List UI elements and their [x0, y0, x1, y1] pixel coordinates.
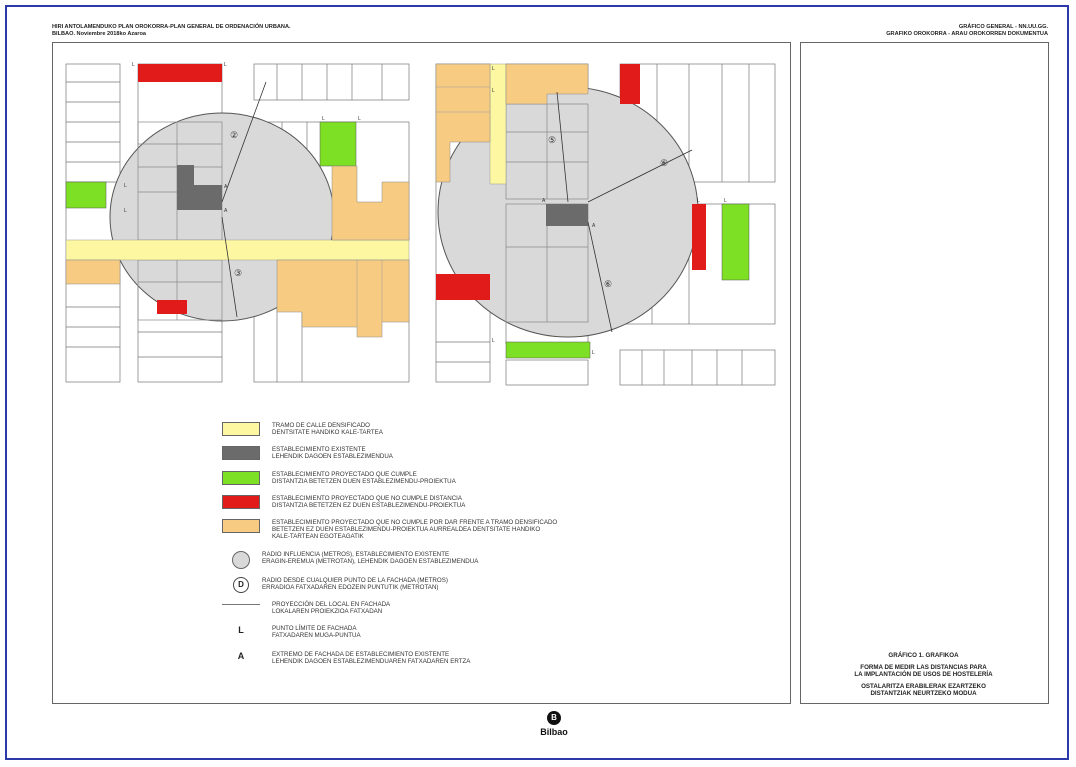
- legend-item: [222, 446, 393, 460]
- marker-A: A: [542, 198, 546, 204]
- marker-L: L: [358, 116, 361, 122]
- marker-L: L: [697, 198, 700, 204]
- legend-text: PUNTO LÍMITE DE FACHADA FATXADAREN MUGA-PUNTUA: [272, 625, 361, 639]
- legend-text: EXTREMO DE FACHADA DE ESTABLECIMIENTO EXISTENTE LEHENDIK DAGOEN ESTABLEZIMENDUAREN FATXADAREN ERTZA: [272, 651, 471, 665]
- orange-establishment: [66, 260, 120, 284]
- marker-L: L: [322, 116, 325, 122]
- header-doc-subtitle: GRAFIKO OROKORRA - ARAU OROKORREN DOKUMENTUA: [886, 30, 1048, 37]
- red-establishment: [157, 300, 187, 314]
- yellow-street-segment: [490, 64, 506, 184]
- bilbao-logo-text: Bilbao: [540, 727, 568, 737]
- yellow-street-segment: [66, 240, 409, 260]
- legend-item: [222, 577, 448, 593]
- red-establishment: [620, 64, 640, 104]
- orange-establishment: [277, 260, 409, 337]
- legend-text: RADIO DESDE CUALQUIER PUNTO DE LA FACHADA (METROS) ERRADIOA FATXADAREN EDOZEIN PUNTUTIK (METROTAN): [262, 577, 448, 591]
- radius-label: ⑥: [660, 158, 669, 168]
- marker-L: L: [492, 338, 495, 344]
- letter-L-swatch: L: [238, 625, 244, 635]
- legend-text: ESTABLECIMIENTO PROYECTADO QUE NO CUMPLE DISTANCIA DISTANTZIA BETETZEN EZ DUEN ESTABLEZIMENDU-PROIEKTUA: [272, 495, 466, 509]
- marker-L: L: [224, 62, 227, 68]
- green-establishment: [66, 182, 106, 208]
- green-establishment: [506, 342, 590, 358]
- radius-label: ⑤: [548, 135, 557, 145]
- graphic-number: GRÁFICO 1. GRAFIKOA: [888, 652, 959, 659]
- orange-swatch: [222, 519, 260, 533]
- header-doc-title: GRÁFICO GENERAL - NN.UU.GG.: [958, 24, 1048, 30]
- header-left: [52, 24, 291, 37]
- yellow-swatch: [222, 422, 260, 436]
- legend-item: [222, 551, 478, 569]
- block-outline: [620, 350, 775, 385]
- marker-L: L: [724, 198, 727, 204]
- radius-label: ②: [230, 130, 239, 140]
- letter-A-swatch: A: [237, 651, 245, 661]
- green-swatch: [222, 471, 260, 485]
- red-establishment: [692, 204, 706, 270]
- legend-text: ESTABLECIMIENTO PROYECTADO QUE CUMPLE DISTANTZIA BETETZEN DUEN ESTABLEZIMENDU-PROIEKTUA: [272, 471, 456, 485]
- block-outline: [506, 360, 588, 385]
- marker-L: L: [124, 208, 127, 214]
- legend-item: [222, 471, 456, 485]
- green-establishment: [722, 204, 749, 280]
- legend-item: [222, 519, 557, 540]
- marker-L: L: [132, 62, 135, 68]
- marker-L: L: [492, 66, 495, 72]
- legend-item: [222, 625, 361, 639]
- legend-item: [222, 601, 390, 615]
- legend-item: [222, 651, 470, 665]
- legend-text: TRAMO DE CALLE DENSIFICADO DENTSITATE HANDIKO KALE-TARTEA: [272, 422, 383, 436]
- header-plan-title: HIRI ANTOLAMENDUKO PLAN OROKORRA-PLAN GENERAL DE ORDENACIÓN URBANA.: [52, 24, 291, 30]
- d-circle-swatch: D: [233, 577, 249, 593]
- urban-map: [52, 42, 789, 387]
- graphic-title-es: FORMA DE MEDIR LAS DISTANCIAS PARA LA IMPLANTACIÓN DE USOS DE HOSTELERÍA: [854, 664, 993, 678]
- projection-line-swatch: [222, 604, 260, 605]
- header-right: [886, 24, 1048, 37]
- marker-A: A: [224, 184, 228, 190]
- orange-establishment: [332, 166, 409, 240]
- grey-circle-swatch: [232, 551, 250, 569]
- marker-L: L: [592, 350, 595, 356]
- marker-L: L: [492, 88, 495, 94]
- side-panel: [800, 42, 1049, 704]
- legend-text: ESTABLECIMIENTO PROYECTADO QUE NO CUMPLE POR DAR FRENTE A TRAMO DENSIFICADO BETETZEN EZ DUEN ESTABLEZIMENDU-PROIEKTUA AURREALDEA DENTSITATE HANDIKO KALE-TARTEAN EGOTEAGATIK: [272, 519, 558, 540]
- dark-swatch: [222, 446, 260, 460]
- marker-L: L: [124, 183, 127, 189]
- legend-item: [222, 422, 383, 436]
- red-establishment: [436, 274, 490, 300]
- radius-label: ⑥: [604, 279, 613, 289]
- red-establishment: [138, 64, 222, 82]
- green-establishment: [320, 122, 356, 166]
- graphic-title-eu: OSTALARITZA ERABILERAK EZARTZEKO DISTANTZIAK NEURTZEKO MODUA: [861, 683, 986, 697]
- legend-item: [222, 495, 465, 509]
- marker-A: A: [224, 208, 228, 214]
- bilbao-logo-icon: B: [547, 711, 561, 725]
- radius-label: ③: [234, 268, 243, 278]
- legend-text: RADIO INFLUENCIA (METROS), ESTABLECIMIENTO EXISTENTE ERAGIN-EREMUA (METROTAN), LEHENDIK DAGOEN ESTABLEZIMENDUA: [262, 551, 479, 565]
- legend-text: PROYECCIÓN DEL LOCAL EN FACHADA LOKALAREN PROIEKZIOA FATXADAN: [272, 601, 391, 615]
- legend-text: ESTABLECIMIENTO EXISTENTE LEHENDIK DAGOEN ESTABLEZIMENDUA: [272, 446, 393, 460]
- bilbao-logo: [537, 711, 571, 737]
- header-date: BILBAO. Noviembre 2018ko Azaroa: [52, 30, 146, 37]
- existing-establishment: [546, 204, 588, 226]
- marker-A: A: [592, 223, 596, 229]
- red-swatch: [222, 495, 260, 509]
